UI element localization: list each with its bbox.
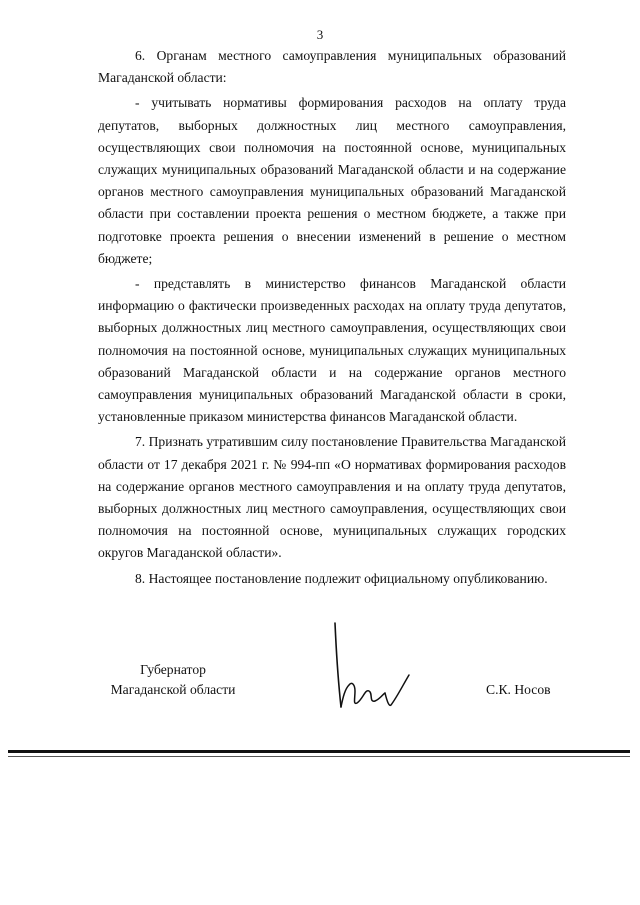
signer-title-line-1: Губернатор xyxy=(140,662,206,677)
paragraph-7: 7. Признать утратившим силу постановление Правительства Магаданской области от 17 декабря 2021 г. № 994-пп «О нормативах формирования расходов на содержание органов местного самоуправления и на оплату труда депутатов, выборных должностных лиц местного самоуправления, осуществляющих свои полномочия на постоянной основе, муниципальных служащих городских округов Магаданской области». xyxy=(98,434,567,561)
paragraph-6-item-2: - представлять в министерство финансов Магаданской области информацию о фактически произведенных расходах на оплату труда депутатов, выборных должностных лиц местного самоуправления, осуществляющих свои полномочия на постоянной основе, муниципальных служащих муниципальных образований Магаданской области и на содержание органов местного самоуправления муниципальных образований Магаданской области в сроки, установленные приказом министерства финансов Магаданской области. xyxy=(98,276,566,425)
signer-title-line-2: Магаданской области xyxy=(110,682,236,697)
footer-rule xyxy=(8,750,630,753)
signer-title xyxy=(98,660,248,700)
signature-block xyxy=(0,660,640,730)
handwritten-signature-icon xyxy=(325,615,420,715)
paragraph-8: 8. Настоящее постановление подлежит официальному опубликованию. xyxy=(135,570,548,586)
signer-name: С.К. Носов xyxy=(486,682,551,697)
footer-rule-thin xyxy=(8,756,630,757)
paragraph-6-item-1: - учитывать нормативы формирования расходов на оплату труда депутатов, выборных должностных лиц местного самоуправления, осуществляющих свои полномочия на постоянной основе, муниципальных служащих муниципальных образований Магаданской области и на содержание органов местного самоуправления муниципальных образований Магаданской области при составлении проекта решения о местном бюджете, а также при подготовке проекта решения о внесении изменений в решение о местном бюджете; xyxy=(98,95,566,266)
page-number: 3 xyxy=(316,27,324,42)
paragraph-6: 6. Органам местного самоуправления муниципальных образований Магаданской области: xyxy=(98,48,566,86)
document-body xyxy=(98,45,566,590)
